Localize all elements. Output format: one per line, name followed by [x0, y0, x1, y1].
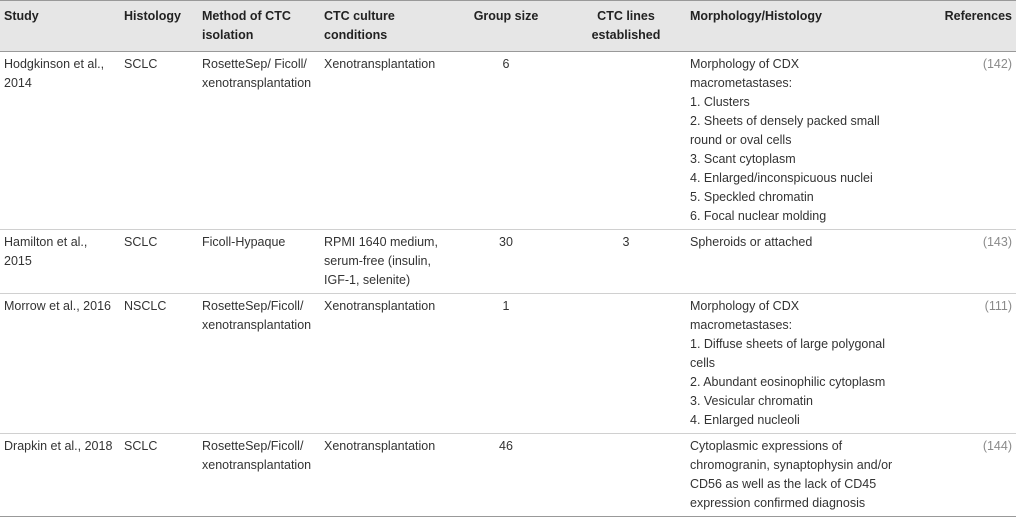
table-body	[0, 52, 1016, 517]
cell-study: Drapkin et al., 2018	[4, 439, 113, 453]
cell-morphology	[686, 230, 906, 294]
cell-histology: SCLC	[124, 235, 158, 249]
morphology-line: Morphology of CDX macrometastases:	[690, 299, 800, 332]
morphology-line: 4. Enlarged/inconspicuous nuclei	[690, 171, 873, 185]
morphology-line: 2. Sheets of densely packed small round or oval cells	[690, 114, 880, 147]
header-morphology: Morphology/Histology	[690, 9, 822, 23]
header-culture: CTC culture conditions	[324, 9, 395, 42]
reference-link[interactable]: (144)	[982, 439, 1012, 453]
reference-link[interactable]: (142)	[982, 57, 1012, 71]
header-references: References	[944, 9, 1012, 23]
header-ctc-lines: CTC lines established	[591, 9, 661, 42]
table-row	[0, 294, 1016, 434]
cell-group-size: 30	[499, 235, 513, 249]
cell-study: Hamilton et al., 2015	[4, 235, 88, 268]
cell-method: RosetteSep/Ficoll/ xenotransplantation	[202, 299, 312, 332]
cell-ctc-lines: 3	[622, 235, 630, 249]
header-study: Study	[4, 9, 39, 23]
cell-study: Hodgkinson et al., 2014	[4, 57, 105, 90]
cell-method: RosetteSep/ Ficoll/ xenotransplantation	[202, 57, 312, 90]
cell-study: Morrow et al., 2016	[4, 299, 111, 313]
morphology-line: 2. Abundant eosinophilic cytoplasm	[690, 375, 886, 389]
reference-link[interactable]: (111)	[984, 299, 1012, 313]
cell-method: RosetteSep/Ficoll/ xenotransplantation	[202, 439, 312, 472]
cell-group-size: 6	[502, 57, 510, 71]
cell-ctc-lines	[566, 52, 686, 230]
header-method: Method of CTC isolation	[202, 9, 291, 42]
cell-culture: Xenotransplantation	[324, 439, 436, 453]
cell-histology: NSCLC	[124, 299, 167, 313]
morphology-line: 3. Vesicular chromatin	[690, 394, 813, 408]
cell-histology: SCLC	[124, 57, 158, 71]
cell-culture: RPMI 1640 medium, serum-free (insulin, IGF-1, selenite)	[324, 235, 438, 287]
reference-link[interactable]: (143)	[982, 235, 1012, 249]
morphology-line: 6. Focal nuclear molding	[690, 209, 827, 223]
cell-group-size: 1	[502, 299, 510, 313]
morphology-line: 1. Diffuse sheets of large polygonal cells	[690, 337, 886, 370]
cell-morphology	[686, 434, 906, 517]
cell-morphology	[686, 52, 906, 230]
cell-culture: Xenotransplantation	[324, 299, 436, 313]
table-row	[0, 52, 1016, 230]
morphology-line: 3. Scant cytoplasm	[690, 152, 796, 166]
table-header	[0, 1, 1016, 52]
morphology-line: 1. Clusters	[690, 95, 750, 109]
morphology-line: Spheroids or attached	[690, 235, 813, 249]
morphology-line: Morphology of CDX macrometastases:	[690, 57, 800, 90]
cell-ctc-lines	[566, 294, 686, 434]
header-group-size: Group size	[473, 9, 539, 23]
cell-histology: SCLC	[124, 439, 158, 453]
morphology-line: 5. Speckled chromatin	[690, 190, 814, 204]
table-row	[0, 434, 1016, 517]
morphology-line: 4. Enlarged nucleoli	[690, 413, 800, 427]
header-histology: Histology	[124, 9, 181, 23]
morphology-line: Cytoplasmic expressions of chromogranin, synaptophysin and/or CD56 as well as the lack of CD45 expression confirmed diagnosis	[690, 439, 893, 510]
cell-culture: Xenotransplantation	[324, 57, 436, 71]
cell-group-size: 46	[499, 439, 513, 453]
table-row	[0, 230, 1016, 294]
cell-ctc-lines	[566, 434, 686, 517]
cell-method: Ficoll-Hypaque	[202, 235, 286, 249]
cell-morphology	[686, 294, 906, 434]
